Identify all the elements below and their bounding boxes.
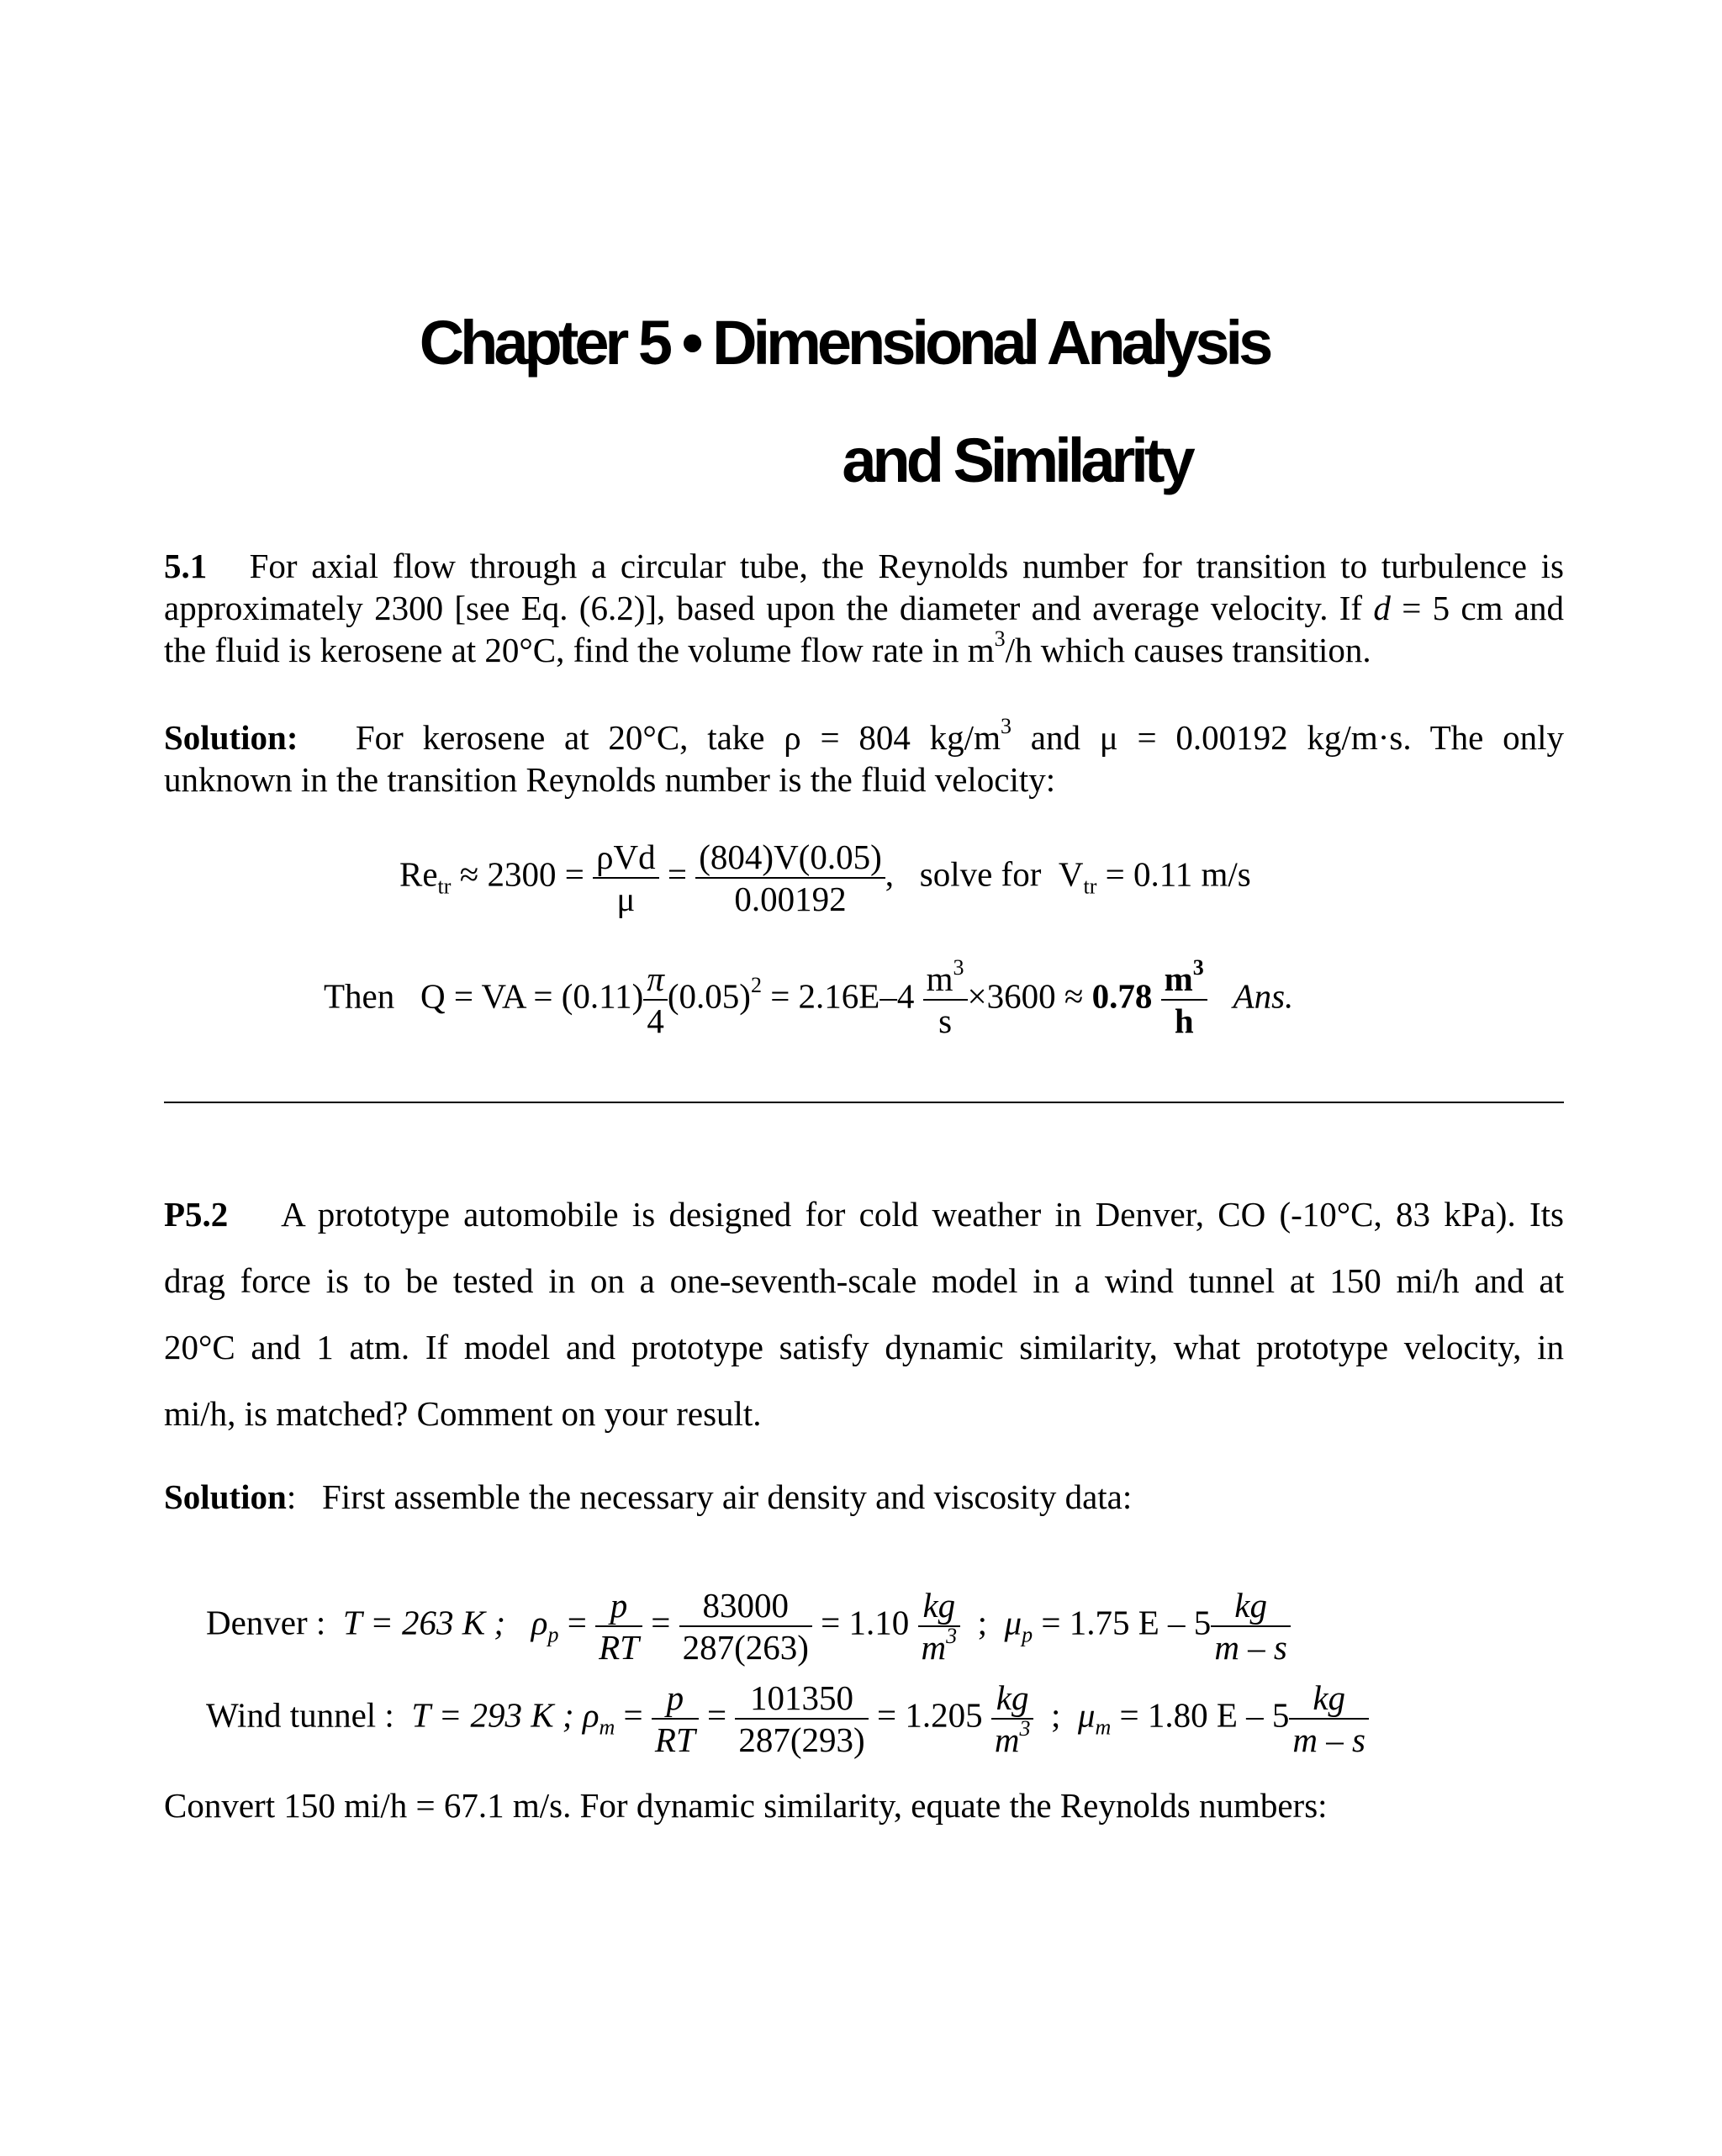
fraction-kg-m3 — [918, 1585, 961, 1667]
chapter-title-line1: Chapter 5 • Dimensional Analysis — [419, 308, 1270, 378]
fraction-denominator: 287(263) — [679, 1625, 812, 1667]
solution-5-1-line2: unknown in the transition Reynolds number is the fluid velocity: — [164, 760, 1056, 799]
fraction-p-rt — [652, 1678, 699, 1760]
superscript: 3 — [1019, 1716, 1031, 1741]
fraction-denominator: m – s — [1289, 1718, 1369, 1760]
problem-5-2-line2: drag force is to be tested in on a one-seventh-scale model in a wind tunnel at 150 mi/h and at — [164, 1261, 1564, 1300]
fraction-values — [679, 1585, 812, 1667]
eq-text: = — [707, 1695, 727, 1735]
problem-5-2-line3: 20°C and 1 atm. If model and prototype satisfy dynamic similarity, what prototype velocity, in — [164, 1328, 1564, 1366]
equation-flow-rate — [324, 955, 1294, 1041]
eq-velocity-symbol: V — [1058, 854, 1084, 894]
subscript: p — [1022, 1622, 1033, 1647]
density-value: ρ = 804 kg/m — [784, 718, 1001, 757]
fraction-denominator — [991, 1718, 1034, 1760]
fraction-rhovd-mu — [593, 837, 659, 919]
solution-5-1 — [164, 716, 1564, 801]
problem-text: the fluid is kerosene at 20°C, find the volume flow rate in m — [164, 631, 995, 669]
fraction-denominator: m – s — [1211, 1625, 1291, 1667]
problem-number: 5.1 — [164, 547, 208, 585]
eq-text: = — [651, 1603, 671, 1642]
fraction-numerator: ρVd — [596, 838, 656, 876]
solution-text: For kerosene at 20°C, take — [355, 718, 765, 757]
fraction-denominator: RT — [652, 1718, 699, 1760]
solution-text: and — [1030, 718, 1080, 757]
variable-d: d — [1373, 589, 1391, 627]
fraction-numerator: kg — [1234, 1586, 1267, 1625]
problem-text: A prototype automobile is designed for cold weather in Denver, CO (-10°C, 83 kPa). Its — [281, 1195, 1564, 1234]
solution-5-1-line1 — [164, 716, 1564, 758]
fraction-kg-ms — [1211, 1585, 1291, 1667]
solution-text: : — [286, 1477, 297, 1516]
eq-text: ×3600 ≈ — [967, 976, 1084, 1016]
eq-density-value: = 1.10 — [821, 1603, 910, 1642]
superscript: 3 — [946, 1624, 958, 1649]
fraction-denominator: RT — [595, 1625, 642, 1667]
fraction-numerator: p — [610, 1586, 628, 1625]
fraction-numerator — [1161, 955, 1207, 999]
fraction-denominator: μ — [593, 877, 659, 919]
eq-label: Wind tunnel : — [206, 1695, 394, 1735]
problem-text: approximately 2300 [see Eq. (6.2)], based upon the diameter and average velocity. If — [164, 589, 1363, 627]
fraction-numerator: 101350 — [750, 1678, 854, 1717]
equation-wind-tunnel — [206, 1678, 1369, 1760]
eq-text: Q = VA = (0.11) — [420, 976, 644, 1016]
eq-viscosity-value: = 1.80 E – 5 — [1119, 1695, 1290, 1735]
fraction-numerator — [923, 955, 968, 999]
answer-value: 0.78 — [1091, 976, 1153, 1016]
problem-text: = 5 cm and — [1402, 589, 1564, 627]
fraction-values — [735, 1678, 868, 1760]
eq-text: ≈ 2300 = — [459, 854, 584, 894]
eq-viscosity-symbol: μ — [1077, 1695, 1096, 1735]
fraction-p-rt — [595, 1585, 642, 1667]
fraction-pi-4 — [643, 959, 668, 1041]
eq-label: Denver : — [206, 1603, 326, 1642]
solution-5-2 — [164, 1476, 1564, 1518]
equation-reynolds-transition — [399, 837, 1251, 919]
chapter-title-line2: and Similarity — [842, 425, 1191, 495]
problem-5-2-line4: mi/h, is matched? Comment on your result. — [164, 1394, 762, 1433]
unit-text: m — [926, 959, 953, 998]
eq-text: = — [667, 854, 688, 894]
subscript: tr — [1083, 874, 1097, 899]
unit-text: m — [921, 1628, 947, 1667]
problem-5-1-line3 — [164, 626, 1564, 671]
fraction-numerator: π — [647, 959, 664, 998]
convert-paragraph — [164, 1784, 1564, 1826]
subscript: m — [1095, 1715, 1112, 1740]
eq-text: = 2.16E–4 — [770, 976, 915, 1016]
eq-density-value: = 1.205 — [876, 1695, 983, 1735]
problem-number: P5.2 — [164, 1195, 229, 1234]
problem-5-1 — [164, 545, 1564, 671]
fraction-numerator: kg — [1313, 1678, 1346, 1717]
eq-text: Then — [324, 976, 395, 1016]
eq-text: = — [567, 1603, 587, 1642]
fraction-denominator: s — [923, 999, 968, 1041]
eq-text: (0.05) — [667, 976, 751, 1016]
solution-5-2-line1 — [164, 1476, 1564, 1518]
fraction-numerator: kg — [922, 1586, 956, 1625]
eq-reynolds-symbol: Re — [399, 854, 438, 894]
superscript: 3 — [953, 955, 964, 980]
problem-5-1-line1 — [164, 545, 1564, 587]
subscript: p — [547, 1622, 559, 1647]
subscript: m — [599, 1715, 615, 1740]
eq-viscosity-symbol: μ — [1004, 1603, 1022, 1642]
fraction-numerator: p — [666, 1678, 684, 1717]
superscript: 3 — [1192, 955, 1204, 980]
solution-label: Solution — [164, 1477, 287, 1516]
problem-5-1-line2 — [164, 587, 1564, 629]
answer-marker: Ans. — [1233, 976, 1294, 1016]
problem-5-2 — [164, 1181, 1564, 1447]
fraction-m3-h — [1161, 955, 1207, 1041]
eq-velocity-value: = 0.11 m/s — [1105, 854, 1251, 894]
unit-text: m — [994, 1720, 1020, 1759]
fraction-numerator: (804)V(0.05) — [699, 838, 882, 876]
fraction-denominator: h — [1161, 999, 1207, 1041]
superscript: 3 — [994, 626, 1006, 652]
fraction-values — [695, 837, 885, 919]
fraction-kg-m3 — [991, 1678, 1034, 1760]
eq-density-symbol: ρ — [582, 1695, 600, 1735]
fraction-denominator: 0.00192 — [695, 877, 885, 919]
solution-label: Solution: — [164, 718, 298, 757]
fraction-kg-ms — [1289, 1678, 1369, 1760]
convert-text: Convert 150 mi/h = 67.1 m/s. For dynamic similarity, equate the Reynolds numbers: — [164, 1786, 1328, 1825]
eq-text: , — [885, 854, 894, 894]
problem-5-2-line1 — [164, 1181, 1564, 1248]
fraction-denominator: 287(293) — [735, 1718, 868, 1760]
problem-text: For axial flow through a circular tube, the Reynolds number for transition to turbulence is — [249, 547, 1565, 585]
eq-text: solve for — [919, 854, 1042, 894]
eq-text: = — [623, 1695, 643, 1735]
eq-text: ; — [1050, 1695, 1061, 1735]
eq-text: ; — [977, 1603, 988, 1642]
solution-text: First assemble the necessary air density and viscosity data: — [322, 1477, 1133, 1516]
eq-density-symbol: ρ — [531, 1603, 548, 1642]
fraction-denominator — [918, 1625, 961, 1667]
unit-text: m — [1164, 959, 1193, 998]
eq-temperature: T = 293 K ; — [411, 1695, 574, 1735]
equation-denver — [206, 1585, 1291, 1667]
viscosity-value: μ = 0.00192 kg/m·s. The only — [1099, 718, 1565, 757]
eq-viscosity-value: = 1.75 E – 5 — [1041, 1603, 1212, 1642]
fraction-numerator: 83000 — [702, 1586, 789, 1625]
superscript: 2 — [750, 972, 762, 997]
problem-text: /h which causes transition. — [1005, 631, 1371, 669]
fraction-numerator: kg — [996, 1678, 1029, 1717]
fraction-denominator: 4 — [643, 999, 668, 1041]
fraction-m3-s — [923, 955, 968, 1041]
section-divider — [164, 1102, 1564, 1103]
eq-temperature: T = 263 K ; — [342, 1603, 506, 1642]
superscript: 3 — [1000, 714, 1012, 739]
subscript: tr — [437, 874, 452, 899]
